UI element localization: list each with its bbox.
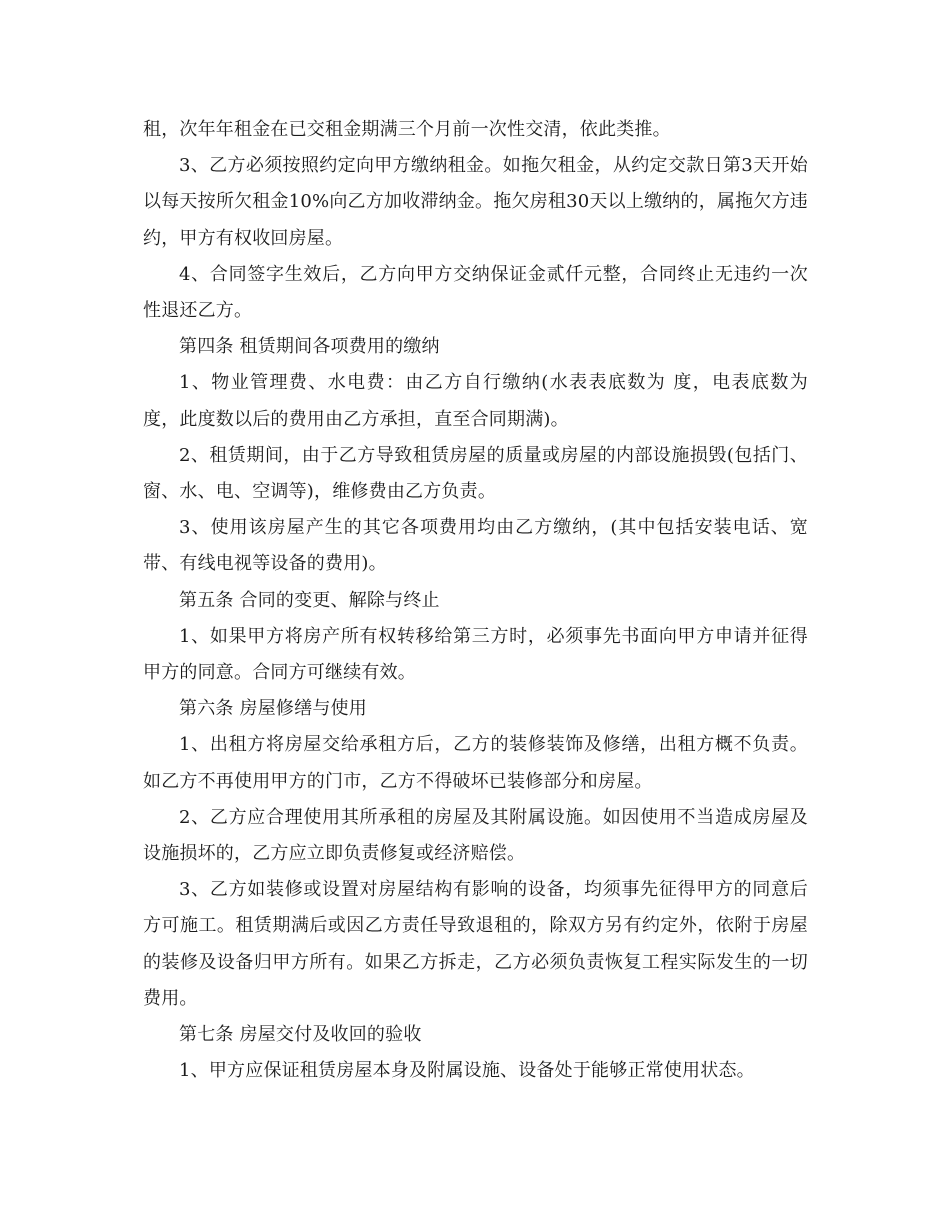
clause-4-1-utilities: 1、物业管理费、水电费：由乙方自行缴纳(水表表底数为 度，电表底数为 度，此度数以后的费用由乙方承担，直至合同期满)。 [143,372,808,430]
article-4-heading: 第四条 租赁期间各项费用的缴纳 [179,336,440,358]
article-5-heading: 第五条 合同的变更、解除与终止 [179,589,440,611]
clause-4-3-other-fees: 3、使用该房屋产生的其它各项费用均由乙方缴纳，(其中包括安装电话、宽带、有线电视等设备的费用)。 [143,517,808,575]
paragraph-rent-continuation: 租，次年年租金在已交租金期满三个月前一次性交清，依此类推。 [143,119,671,140]
clause-5-1-transfer: 1、如果甲方将房产所有权转移给第三方时，必须事先书面向甲方申请并征得甲方的同意。合同方可继续有效。 [143,625,808,684]
clause-6-1-decoration: 1、出租方将房屋交给承租方后，乙方的装修装饰及修缮，出租方概不负责。如乙方不再使用甲方的门市，乙方不得破坏已装修部分和房屋。 [143,734,808,792]
article-6-heading: 第六条 房屋修缮与使用 [179,698,367,720]
clause-3-3-late-payment: 3、乙方必须按照约定向甲方缴纳租金。如拖欠租金，从约定交款日第3天开始以每天按所欠租金10%向乙方加收滞纳金。拖欠房租30天以上缴纳的，属拖欠方违约，甲方有权收回房屋。 [143,155,808,249]
clause-6-2-proper-use: 2、乙方应合理使用其所承租的房屋及其附属设施。如因使用不当造成房屋及设施损坏的，乙方应立即负责修复或经济赔偿。 [143,806,808,865]
clause-4-2-repairs: 2、租赁期间，由于乙方导致租赁房屋的质量或房屋的内部设施损毁(包括门、窗、水、电、空调等)，维修费由乙方负责。 [143,444,808,503]
clause-6-3-structural-changes: 3、乙方如装修或设置对房屋结构有影响的设备，均须事先征得甲方的同意后方可施工。租赁期满后或因乙方责任导致退租的，除双方另有约定外，依附于房屋的装修及设备归甲方所有。如果乙方拆走，乙方必须负责恢复工程实际发生的一切费用。 [143,879,808,1009]
clause-7-1-handover: 1、甲方应保证租赁房屋本身及附属设施、设备处于能够正常使用状态。 [179,1060,755,1082]
document-body [143,112,808,1089]
clause-3-4-deposit: 4、合同签字生效后，乙方向甲方交纳保证金贰仟元整，合同终止无违约一次性退还乙方。 [143,263,808,322]
article-7-heading: 第七条 房屋交付及收回的验收 [179,1024,422,1046]
